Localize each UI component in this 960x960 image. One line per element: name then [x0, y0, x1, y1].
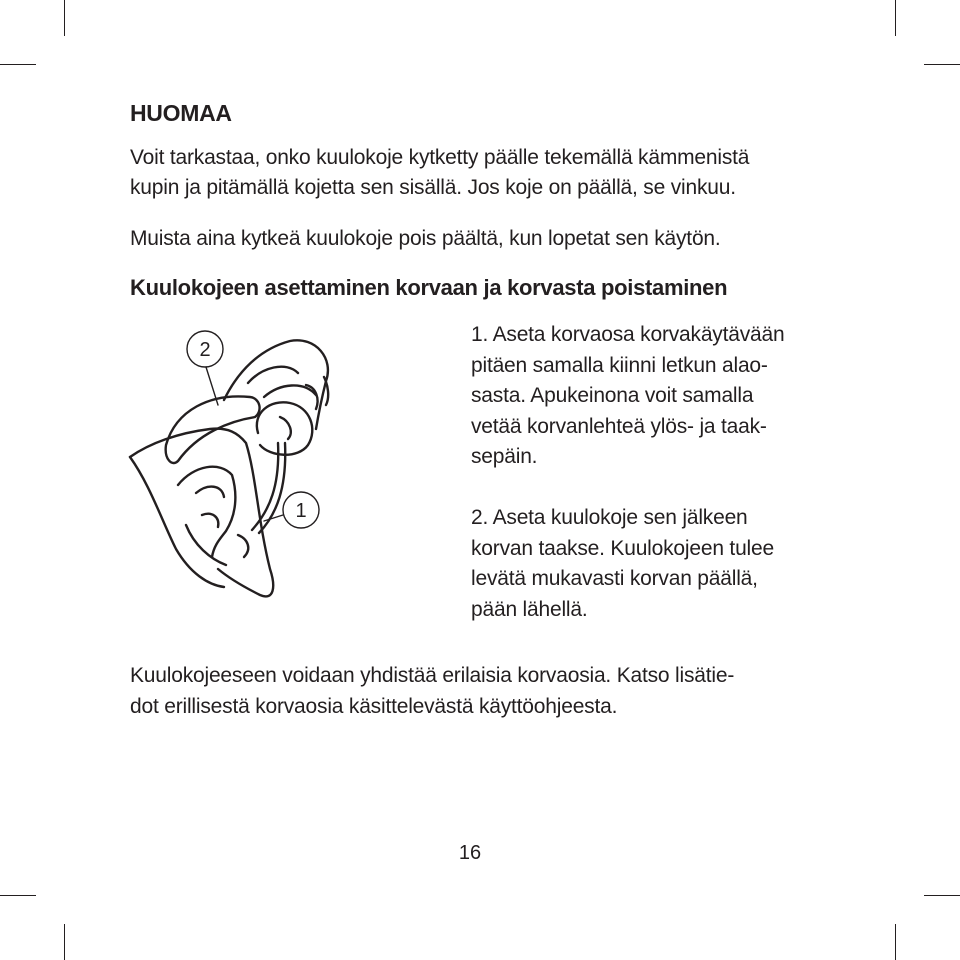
- note-line: Muista aina kytkeä kuulokoje pois päältä, kun lopetat sen käytön.: [130, 227, 721, 250]
- note-line: Voit tarkastaa, onko kuulokoje kytketty päälle tekemällä kämmenistä: [130, 146, 750, 169]
- step-2-line: 2. Aseta kuulokoje sen jälkeen: [471, 506, 748, 529]
- step-1-line: sasta. Apukeinona voit samalla: [471, 384, 754, 407]
- step-2-line: levätä mukavasti korvan päällä,: [471, 567, 758, 590]
- page-number: 16: [458, 842, 482, 864]
- step-2-line: korvan taakse. Kuulokojeen tulee: [471, 536, 774, 560]
- ear-outline: [130, 429, 273, 597]
- step-1-line: pitäen samalla kiinni letkun alao-: [471, 353, 768, 377]
- step-2-line: pään lähellä.: [471, 597, 588, 621]
- step-2-text: [471, 503, 841, 625]
- crop-mark: [895, 0, 896, 36]
- svg-text:2: 2: [199, 339, 211, 361]
- section-title: Kuulokojeen asettaminen korvaan ja korvasta poistaminen: [130, 275, 728, 300]
- crop-mark: [64, 0, 65, 36]
- step-1-line: 1. Aseta korvaosa korvakäytävään: [471, 323, 785, 346]
- crop-mark: [924, 64, 960, 65]
- ear-illustration: [120, 325, 450, 625]
- note-heading: HUOMAA: [130, 100, 232, 126]
- crop-mark: [0, 64, 36, 65]
- step-1-text: [471, 320, 841, 473]
- svg-text:1: 1: [295, 500, 307, 522]
- step-1-line: vetää korvanlehteä ylös- ja taak-: [471, 414, 767, 438]
- hearing-aid: [166, 396, 286, 533]
- attachment-note: [130, 661, 734, 722]
- crop-mark: [64, 924, 65, 960]
- crop-mark: [0, 895, 36, 896]
- crop-mark: [895, 924, 896, 960]
- attachment-note-line: Kuulokojeeseen voidaan yhdistää erilaisia korvaosia. Katso lisätie-: [130, 664, 735, 687]
- step-1-line: sepäin.: [471, 445, 538, 468]
- callout-2: [187, 331, 223, 405]
- attachment-note-line: dot erillisestä korvaosia käsittelevästä käyttöohjeesta.: [130, 694, 618, 718]
- crop-mark: [924, 895, 960, 896]
- note-line: kupin ja pitämällä kojetta sen sisällä. Jos koje on päällä, se vinkuu.: [130, 176, 736, 199]
